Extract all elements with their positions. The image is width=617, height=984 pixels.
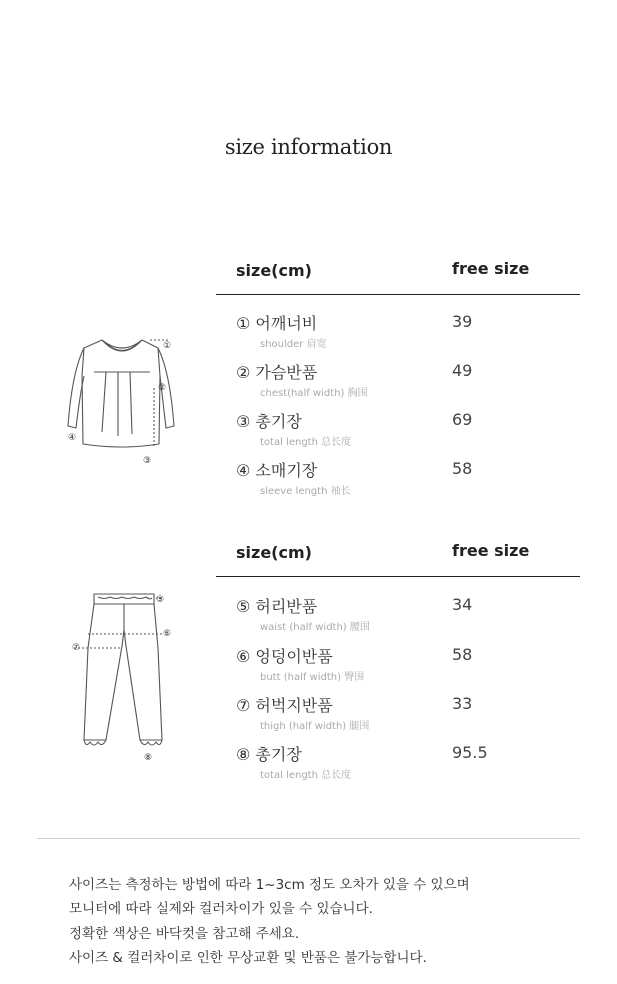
row-value: 33 [452,694,473,713]
table-row [236,644,576,690]
table-row [236,409,576,455]
notice-line: 사이즈는 측정하는 방법에 따라 1~3cm 정도 오차가 있을 수 있으며 [69,877,470,893]
notice-line: 모니터에 따라 실제와 컬러차이가 있을 수 있습니다. [69,901,373,918]
header-free-size-label: free size [452,541,530,560]
row-value: 58 [452,459,473,478]
row-sub: chest(half width) 胸围 [260,388,368,399]
row-sub: thigh (half width) 腿围 [260,721,370,732]
row-name: ⑧ 총기장 [236,745,302,764]
row-sub: total length 总长度 [260,437,352,448]
notice-line: 정확한 색상은 바닥컷을 참고해 주세요. [69,925,300,942]
section-divider [37,838,580,839]
blouse-icon [62,332,182,468]
table-row [236,594,576,640]
row-name: ⑦ 허벅지반품 [236,696,333,715]
marker-6: ⑥ [163,629,172,639]
row-sub: waist (half width) 腰围 [260,622,370,633]
row-name: ⑤ 허리반품 [236,597,318,616]
table-row [236,742,576,788]
row-value: 58 [452,645,473,664]
top-garment-illustration [62,332,182,468]
row-name: ③ 총기장 [236,412,302,431]
marker-8: ⑧ [144,753,153,763]
marker-5: ⑤ [156,595,165,605]
row-name: ① 어깨너비 [236,314,318,333]
header-free-size-label: free size [452,259,530,278]
row-sub: shoulder 肩宽 [260,339,327,350]
notice-line: 사이즈 & 컬러차이로 인한 무상교환 및 반품은 불가능합니다. [69,949,427,966]
marker-3: ③ [143,456,152,466]
table-row [236,311,576,357]
row-value: 69 [452,410,473,429]
row-sub: total length 总长度 [260,770,352,781]
header-size-label: size(cm) [236,261,312,280]
marker-2: ② [158,383,167,393]
row-sub: butt (half width) 臀围 [260,672,365,683]
table-row [236,360,576,406]
pants-icon [70,590,180,766]
pants-illustration [70,590,180,766]
row-value: 34 [452,595,473,614]
table-row [236,458,576,504]
table-header [216,258,580,295]
header-size-label: size(cm) [236,543,312,562]
table-header [216,540,580,577]
row-name: ④ 소매기장 [236,461,318,480]
notice-text [69,873,470,970]
table-row [236,693,576,739]
row-name: ② 가슴반품 [236,363,318,382]
row-sub: sleeve length 袖长 [260,486,351,497]
page-title: size information [224,135,393,159]
marker-7: ⑦ [72,643,81,653]
row-value: 39 [452,312,473,331]
marker-4: ④ [68,433,77,443]
row-value: 95.5 [452,743,488,762]
marker-1: ① [163,341,172,351]
row-name: ⑥ 엉덩이반품 [236,647,333,666]
row-value: 49 [452,361,473,380]
